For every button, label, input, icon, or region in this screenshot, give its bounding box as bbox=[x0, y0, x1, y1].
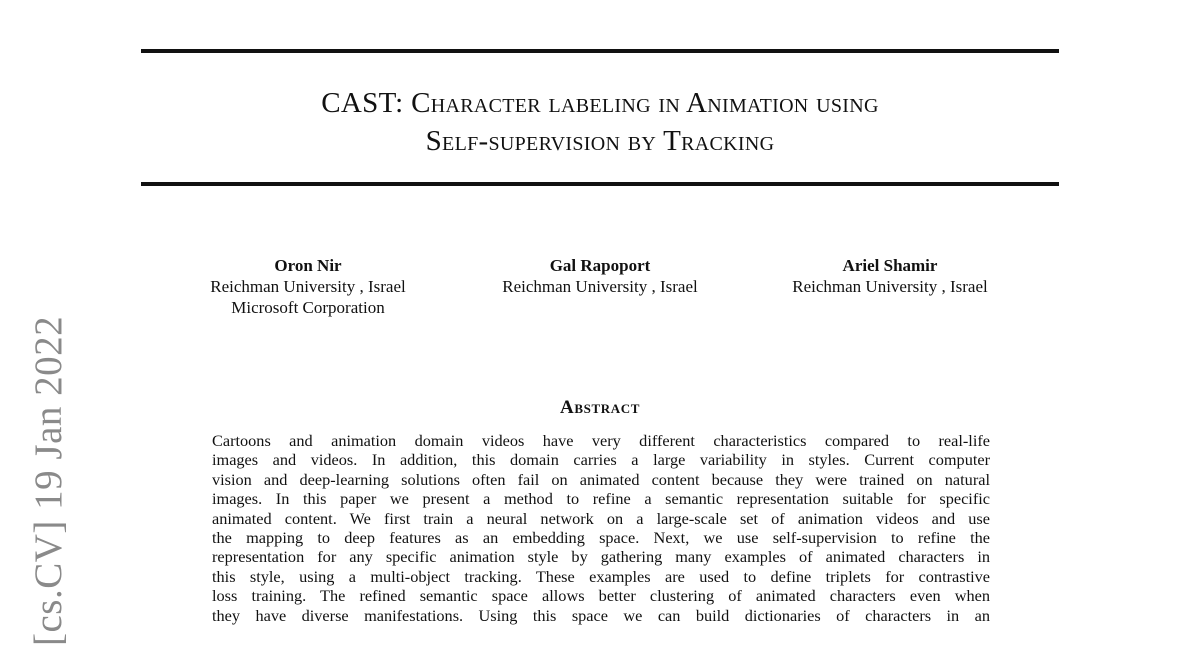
abstract-line: Cartoons and animation domain videos have very different characteristics compared to real-life bbox=[212, 431, 990, 450]
author-affiliation: Microsoft Corporation bbox=[231, 298, 385, 317]
author-name: Oron Nir bbox=[274, 256, 342, 275]
author-affiliation: Reichman University , Israel bbox=[792, 277, 988, 296]
abstract-line: vision and deep-learning solutions often fail on animated content because they were trained on natural bbox=[212, 469, 990, 489]
abstract-line: images and videos. In addition, this domain carries a large variability in styles. Current computer bbox=[212, 450, 990, 470]
title-top-rule bbox=[141, 49, 1059, 53]
abstract-line: loss training. The refined semantic space allows better clustering of animated characters even when bbox=[212, 586, 990, 606]
abstract-line: the mapping to deep features as an embedding space. Next, we use self-supervision to refine the bbox=[212, 528, 990, 548]
abstract-body bbox=[212, 431, 990, 625]
abstract-line: representation for any specific animation style by gathering many examples of animated characters in bbox=[212, 547, 990, 567]
author-block-1 bbox=[188, 255, 428, 318]
abstract-heading: Abstract bbox=[560, 397, 640, 418]
author-block-3 bbox=[770, 255, 1010, 297]
author-block-2 bbox=[480, 255, 720, 297]
abstract-line: animated content. We first train a neural network on a large-scale set of animation videos and use bbox=[212, 508, 990, 528]
abstract-line: this style, using a multi-object tracking. These examples are used to define triplets for contrastive bbox=[212, 566, 990, 586]
author-name: Ariel Shamir bbox=[842, 256, 938, 275]
title-bottom-rule bbox=[141, 182, 1059, 186]
abstract-line: images. In this paper we present a method to refine a semantic representation suitable for specific bbox=[212, 489, 990, 509]
author-affiliation: Reichman University , Israel bbox=[502, 277, 698, 296]
author-name: Gal Rapoport bbox=[549, 256, 651, 275]
paper-title bbox=[141, 84, 1059, 160]
paper-title-line-1: CAST: Character labeling in Animation using bbox=[321, 87, 879, 119]
abstract-line: they have diverse manifestations. Using this space we can build dictionaries of characters in an bbox=[212, 605, 990, 625]
arxiv-stamp: [cs.CV] 19 Jan 2022 bbox=[27, 315, 70, 646]
paper-title-line-2: Self-supervision by Tracking bbox=[425, 125, 775, 157]
author-affiliation: Reichman University , Israel bbox=[210, 277, 406, 296]
